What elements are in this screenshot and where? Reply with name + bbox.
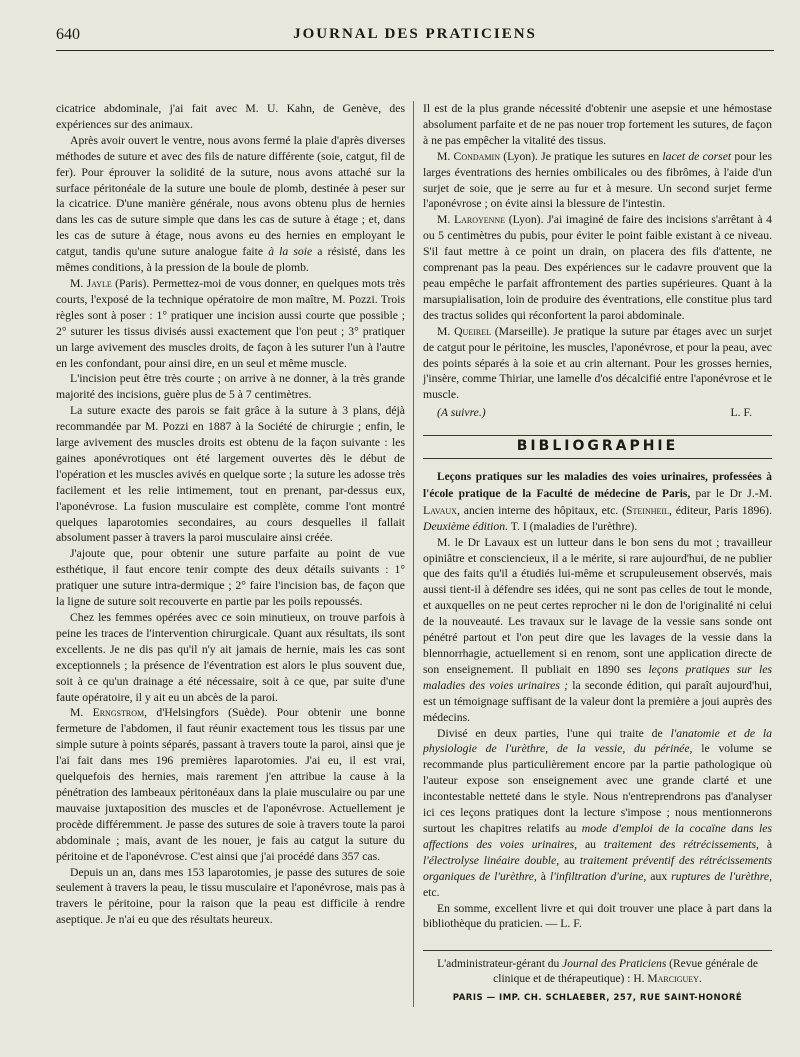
speaker-name: M. Erngstrom: [70, 706, 145, 720]
footer-rule: [423, 950, 772, 951]
to-be-continued: (A suivre.): [437, 406, 486, 420]
administrator-line: L'administrateur-gérant du Journal des Praticiens (Revue générale de clinique et de thérapeutique) : H. Marciguey.: [437, 958, 758, 986]
section-heading: BIBLIOGRAPHIE: [423, 435, 772, 459]
speaker-name: M. Condamin: [437, 149, 500, 163]
page-header: [56, 24, 774, 51]
speaker-name: M. Jayle: [70, 276, 112, 290]
paragraph: M. Jayle (Paris). Permettez-moi de vous donner, en quelques mots très courts, l'exposé de la technique opératoire de mon maître, M. Pozzi. Trois règles sont à poser : 1° pratiquer une incision aussi courte que possible ; 2° suturer les tissus divisés aussi exactement que l'on peut ; 3° pratiquer un large avivement des muscles droits, de façon à les suturer l'un à l'autre en les confondant, pour ainsi dire, en un seul et même muscle.: [56, 276, 405, 370]
paragraph: M. Laroyenne (Lyon). J'ai imaginé de faire des incisions s'arrêtant à 4 ou 5 centimètres du pubis, pour éviter le point faible existant à ce niveau. S'il faut mettre à ce point un drain, on placera des fils d'attente, ne comprenant pas la peau. Des expériences sur le cadavre prouvent que la peau empêche le parfait affrontement des parties supérieures. Quant à la marsupialisation, loin de produire des éventrations, elle constitue plus tard des tractus solides qui réconfortent la paroi abdominale.: [423, 213, 772, 322]
paragraph: Depuis un an, dans mes 153 laparotomies, je passe des sutures de soie seulement à travers la peau, le tissu musculaire et l'aponévrose, mais pas à travers le péritoine, pour la raison que la peau est difficile à rendre aseptique. Je n'ai eu que des résultats heureux.: [56, 865, 405, 927]
paragraph: J'ajoute que, pour obtenir une suture parfaite au point de vue esthétique, il faut encore tenir compte des deux détails suivants : 1° pratiquer une suture intra-dermique ; 2° faire l'incision bas, de façon que la ligne de suture soit recouverte en partie par les poils repoussés.: [56, 547, 405, 609]
left-column: [56, 101, 414, 1007]
continuation-line: [423, 405, 772, 421]
paragraph: M. Queirel (Marseille). Je pratique la suture par étages avec un surjet de catgut pour le péritoine, les muscles, l'aponévrose, et pour la peau, avec des points séparés à la soie et au crin alternant. Pour les grosses hernies, j'insère, comme Thiriar, une lamelle d'os décalcifié entre l'aponévrose et le muscle.: [423, 324, 772, 402]
right-column: [414, 101, 772, 1007]
paragraph: En somme, excellent livre et qui doit trouver une place à part dans la bibliothèque du praticien. — L. F.: [423, 901, 772, 931]
paragraph: La suture exacte des parois se fait grâce à la suture à 3 plans, déjà recommandée par M. Pozzi en 1887 à la Société de chirurgie ; enfin, le large avivement des muscles droits est obtenu de la façon suivante : les gaines aponévrotiques ont été largement ouvertes dès le début de l'opération et les muscles avivés en quelque sorte ; la suture les adosse très facilement et les relie intimement, tout en prenant, par-dessus eux, l'aponévrose. La fusion musculaire est complète, comme l'ont montré quelques laparotomies secondaires, au cours desquelles il fallait absolument passer à travers la paroi musculaire ainsi créée.: [56, 404, 405, 545]
paragraph: cicatrice abdominale, j'ai fait avec M. U. Kahn, de Genève, des expériences sur des animaux.: [56, 102, 405, 131]
paragraph: Il est de la plus grande nécessité d'obtenir une asepsie et une hémostase absolument parfaite et de ne pas nouer trop fortement les sutures, de façon à ne pas empêcher la vitalité des tissus.: [423, 102, 772, 147]
speaker-name: M. Queirel: [437, 324, 491, 338]
two-column-body: [56, 101, 774, 1007]
speaker-name: M. Laroyenne: [437, 213, 506, 227]
paragraph: L'incision peut être très courte ; on arrive à ne donner, à la très grande majorité des incisions, guère plus de 5 à 7 centimètres.: [56, 372, 405, 402]
paragraph: Après avoir ouvert le ventre, nous avons fermé la plaie d'après diverses méthodes de suture et avec des fils de nature différente (soie, catgut, fil de fer). Pour éprouver la solidité de la suture, nous avons attaché sur la surface péritonéale de la suture une boule de plomb, destinée à peser sur la cicatrice. D'une manière générale, nous avons obtenu plus de hernies dans les cas de suture simple que dans les cas de suture à étage ; et, dans les cas de suture à étage, nous avons eu des hernies en employant le catgut, tandis qu'une suture analogue faite à la soie a résisté, dans les mêmes conditions, à la pression de la boule de plomb.: [56, 133, 406, 275]
paragraph: M. Condamin (Lyon). Je pratique les sutures en lacet de corset pour les larges éventrations des hernies ombilicales ou des fibrômes, à l'aide d'un surjet de soie, que je serre au fur et à mesure. Un second surjet ferme l'aponévrose ; on évite ainsi la blessure de l'intestin.: [423, 149, 772, 211]
page-number: 640: [56, 26, 80, 43]
paragraph: Chez les femmes opérées avec ce soin minutieux, on trouve parfois à peine les traces de l'intervention chirurgicale. Quant aux résultats, ils sont excellents. Je ne dis pas qu'il n'y ait jamais de hernie, mais les cas sont exceptionnels ; la présence de l'éventration est alors le plus souvent due, soit à ce qu'un drainage a été nécessaire, soit à ce que, par suite d'une faute opératoire, il y ait eu un abcès de la paroi.: [56, 611, 405, 704]
review-citation: Leçons pratiques sur les maladies des voies urinaires, professées à l'école pratique de la Faculté de médecine de Paris, par le Dr J.-M. Lavaux, ancien interne des hôpitaux, etc. (Steinheil, éditeur, Paris 1896). Deuxième édition. T. I (maladies de l'urèthre).: [423, 471, 772, 533]
journal-title: JOURNAL DES PRATICIENS: [293, 26, 537, 42]
paragraph: Divisé en deux parties, l'une qui traite de l'anatomie et de la physiologie de l'urèthre, de la vessie, du périnée, le volume se recommande plus particulièrement encore par la partie pathologique où l'auteur expose son enseignement avec une grande clarté et une incontestable netteté dans le style. Nous n'entreprendrons pas d'analyser ici ces leçons pratiques dont la lecture s'impose ; nous mentionnerons surtout les chapitres relatifs au mode d'emploi de la cocaïne dans les affections des voies urinaires, au traitement des rétrécissements, à l'électrolyse linéaire double, au traitement préventif des rétrécissements organiques de l'urèthre, à l'infiltration d'urine, aux ruptures de l'urèthre, etc.: [423, 726, 773, 899]
paragraph: M. Erngstrom, d'Helsingfors (Suède). Pour obtenir une bonne fermeture de l'abdomen, il faut réunir exactement tous les tissus par une simple suture à points séparés, passant à travers toute la paroi, ainsi que je l'ai fait dans mes 196 premières laparotomies. J'ai eu, il est vrai, quelquefois des hernies, mais rarement j'en attribue la cause à la pénétration des lambeaux péritonéaux dans la plaie musculaire ou par une mauvaise juxtaposition des muscles et de l'aponévrose. Actuellement je procède différemment. Je passe des sutures de soie à travers toute la paroi abdominale ; mais, avant de les nouer, je fais au catgut la suture du péritoine et de l'aponévrose. C'est ainsi que j'ai procédé dans 357 cas.: [56, 706, 406, 863]
printer-line: PARIS — IMP. CH. SCHLAEBER, 257, RUE SAINT-HONORÉ: [452, 993, 743, 1004]
paragraph: M. le Dr Lavaux est un lutteur dans le bon sens du mot ; travailleur opiniâtre et consciencieux, il a le mérite, si rare aujourd'hui, de ne publier que des faits qu'il a étudiés lui-même et scrupuleusement observés, mais aussi tient-il à défendre ses idées, qui ne sont pas celles de tout le monde, et auxquelles on ne peut certes reprocher ni le don de l'originalité ni celui de la nouveauté. Les travaux sur le lavage de la vessie sans sonde ont pénétré partout et l'on peut dire que les lavages de la vessie dans la blennorrhagie, actuellement si en renom, sont une application directe de son enseignement. Il publiait en 1890 ses leçons pratiques sur les maladies des voies urinaires ; la seconde édition, qui paraît aujourd'hui, est un témoignage suffisant de la valeur dont la première a joui auprès des médecins.: [423, 535, 773, 724]
author-initials: L. F.: [730, 406, 752, 420]
